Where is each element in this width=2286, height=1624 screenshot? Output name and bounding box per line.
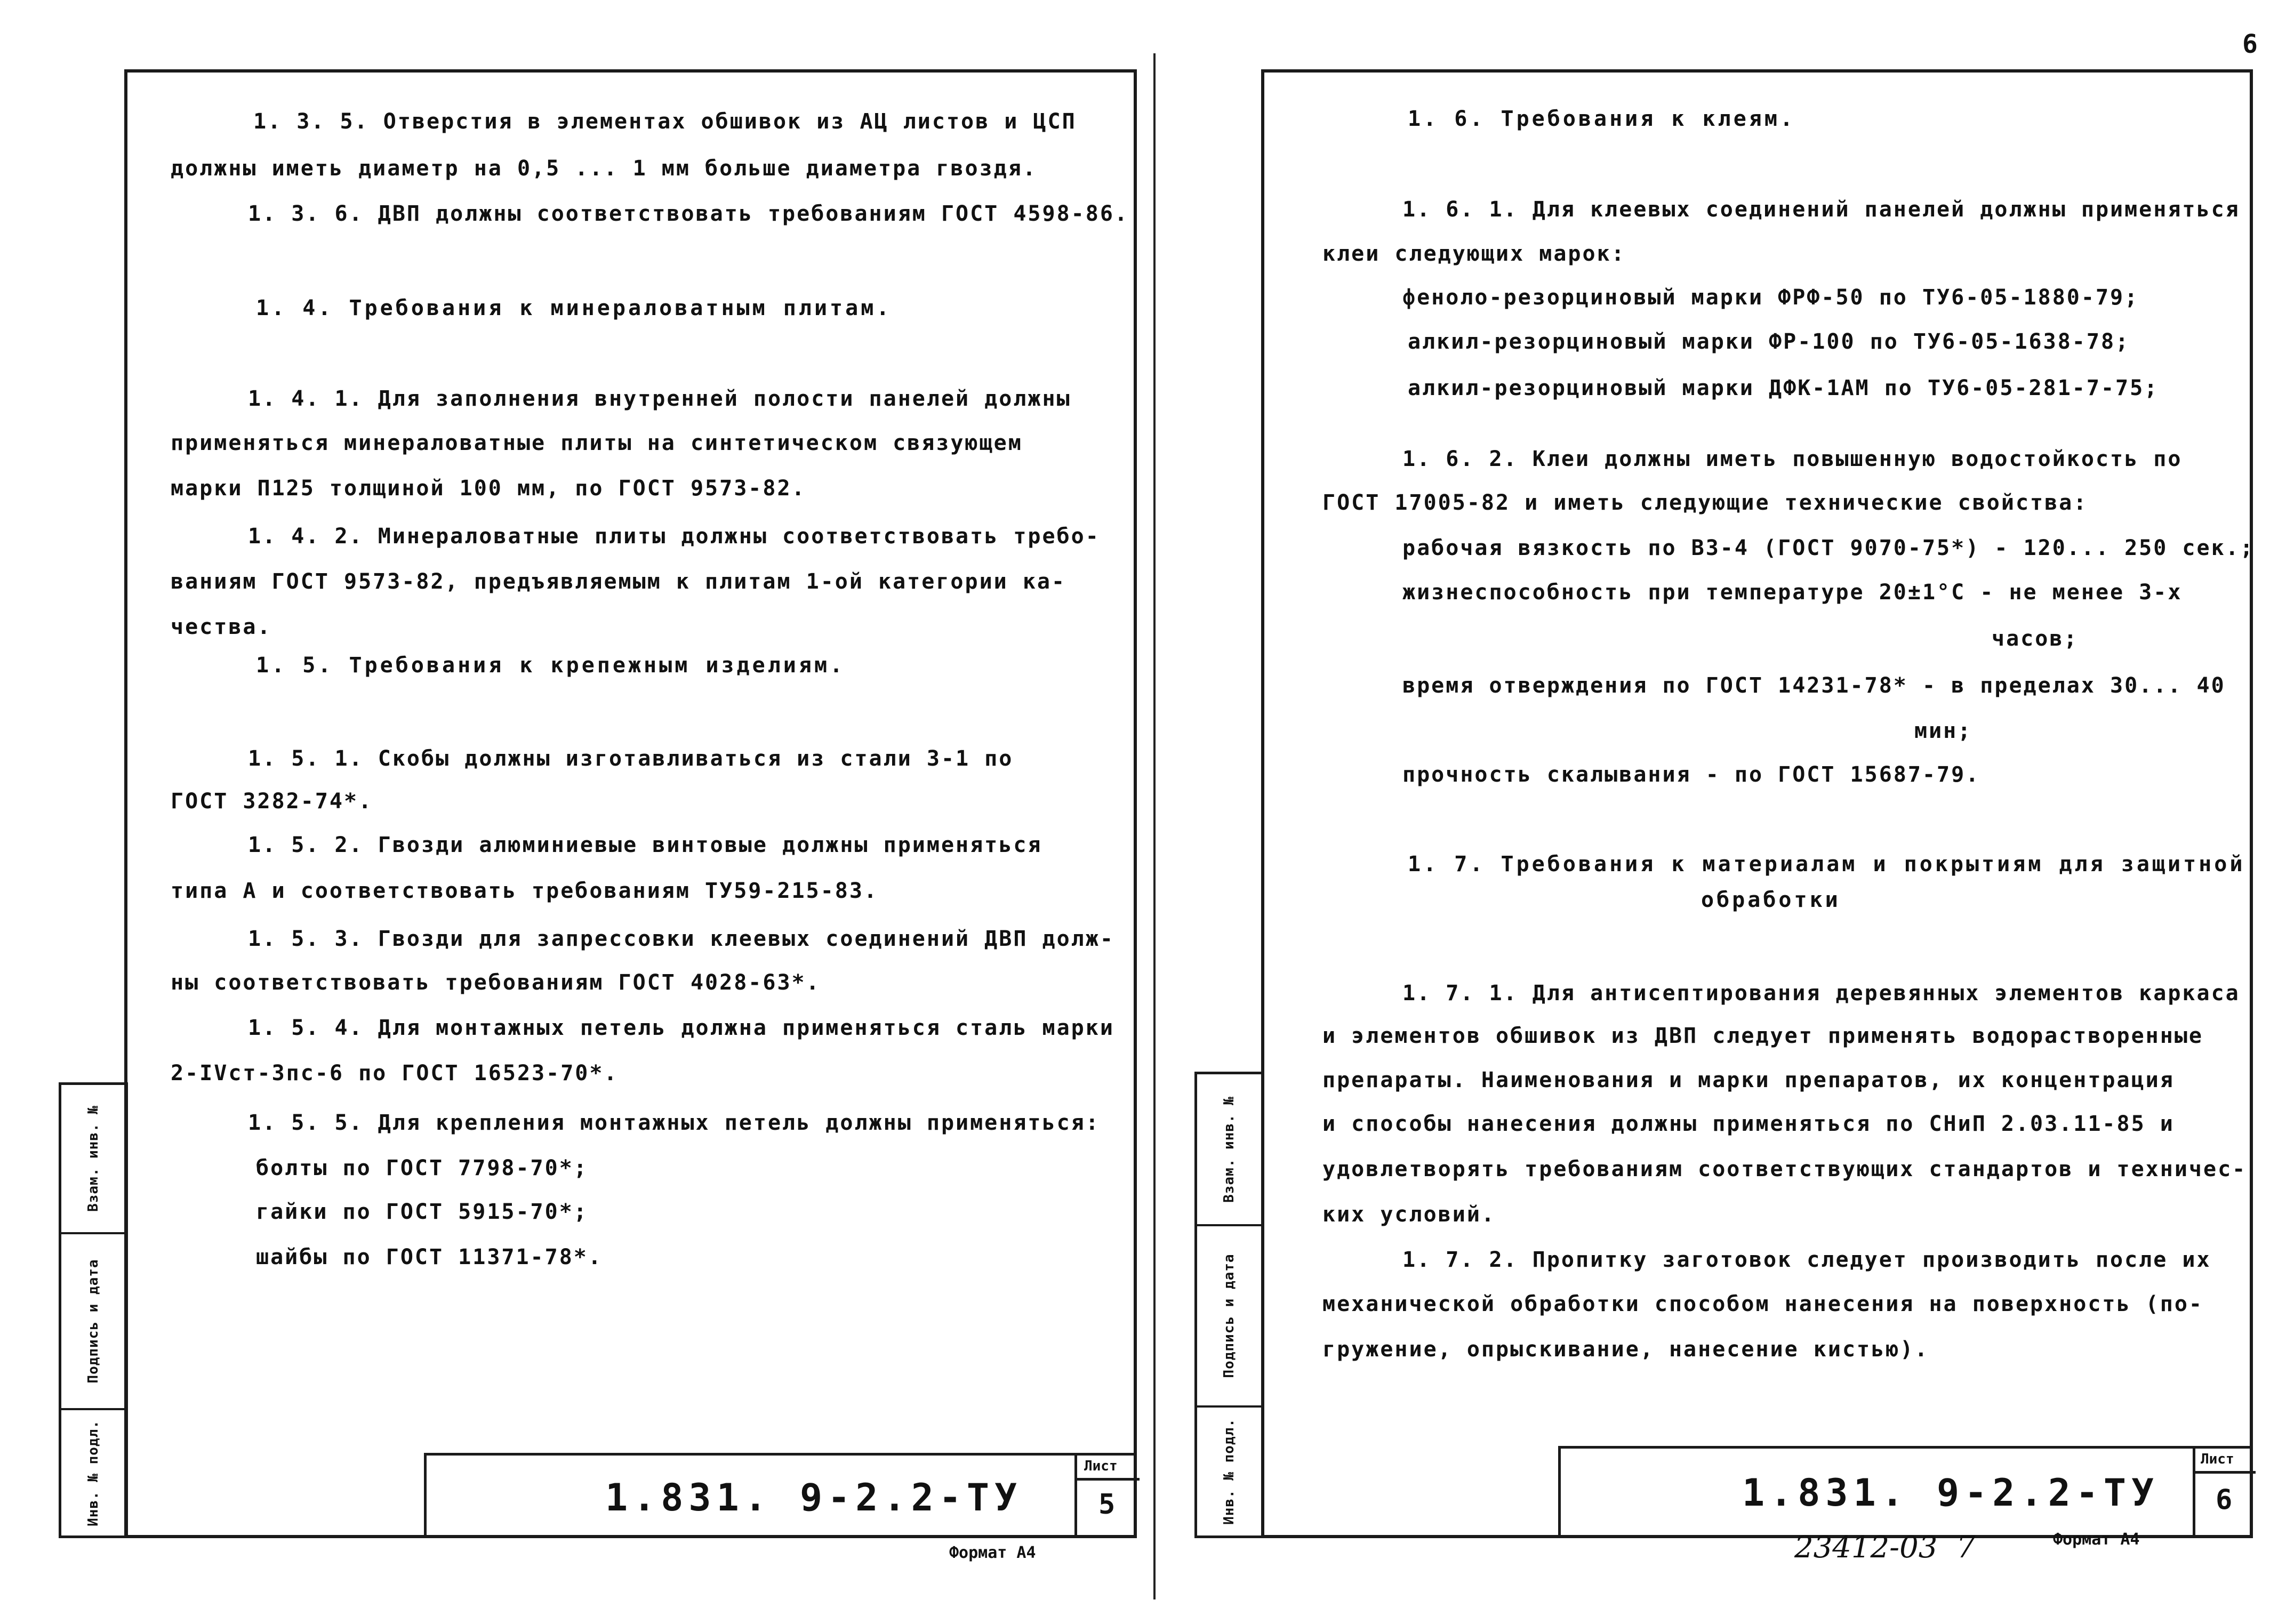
side-stamp-cell [61,1085,125,1234]
text-line: гружение, опрыскивание, нанесение кистью). [1322,1337,1929,1362]
title-block [424,1453,1137,1538]
format-label: Формат А4 [949,1543,1036,1562]
side-stamp-label: Инв. № подл. [85,1419,101,1526]
text-line: 1. 3. 5. Отверстия в элементах обшивок из АЦ листов и ЦСП [253,109,1077,134]
text-line: 1. 5. 4. Для монтажных петель должна применяться сталь марки [248,1016,1114,1040]
text-line: применяться минераловатные плиты на синтетическом связующем [171,431,1023,455]
side-stamp-cell [61,1234,125,1410]
corner-page-number: 6 [2242,29,2258,59]
text-line: алкил-резорциновый марки ФР-100 по ТУ6-05-1638-78; [1408,329,2130,354]
side-stamp-cell [1197,1408,1261,1535]
text-line: 1. 6. 1. Для клеевых соединений панелей должны применяться [1402,197,2240,222]
text-line: 1. 5. 2. Гвозди алюминиевые винтовые должны применяться [248,833,1042,857]
sheet-label: Лист [1084,1458,1118,1474]
sheet-number: 5 [1098,1489,1116,1521]
text-line: 1. 7. 1. Для антисептирования деревянных элементов каркаса [1402,981,2240,1006]
document-code: 1.831. 9-2.2-ТУ [1742,1471,2160,1515]
side-stamp-label: Взам. инв. № [85,1105,101,1212]
sheet-label: Лист [2201,1451,2234,1467]
title-block [1558,1446,2253,1538]
sheet-cell [2193,1449,2195,1535]
text-line: 1. 5. 3. Гвозди для запрессовки клеевых соединений ДВП долж- [248,927,1114,951]
text-line: болты по ГОСТ 7798-70*; [256,1156,588,1180]
text-line: прочность скалывания - по ГОСТ 15687-79. [1402,762,1980,787]
sheet-cell [1074,1456,1077,1535]
text-line: ГОСТ 17005-82 и иметь следующие технические свойства: [1322,491,2088,515]
text-line: и элементов обшивок из ДВП следует применять водорастворенные [1322,1024,2204,1048]
text-line: клеи следующих марок: [1322,242,1626,266]
text-line: 1. 5. 5. Для крепления монтажных петель должны применяться: [248,1111,1100,1135]
sheet-cell-divider [1077,1478,1140,1481]
text-line: ГОСТ 3282-74*. [171,789,373,814]
side-stamp-cell [1197,1074,1261,1226]
text-line: 2-IVст-3пс-6 по ГОСТ 16523-70*. [171,1061,619,1086]
side-stamp-cell [1197,1226,1261,1408]
text-line: алкил-резорциновый марки ДФК-1АМ по ТУ6-05-281-7-75; [1408,376,2159,400]
text-line: время отверждения по ГОСТ 14231-78* - в пределах 30... 40 [1402,673,2226,698]
side-stamp [1194,1072,1264,1538]
text-line: 1. 6. 2. Клеи должны иметь повышенную водостойкость по [1402,447,2183,471]
text-line: удовлетворять требованиям соответствующих стандартов и техничес- [1322,1157,2247,1181]
text-line: чества. [171,615,272,639]
text-line: 1. 7. 2. Пропитку заготовок следует производить после их [1402,1248,2211,1272]
fold-line [1153,53,1156,1599]
text-line: ваниям ГОСТ 9573-82, предъявляемым к плитам 1-ой категории ка- [171,569,1066,594]
section-heading: 1. 6. Требования к клеям. [1408,107,1796,131]
text-line: мин; [1914,719,1972,743]
text-line: 1. 3. 6. ДВП должны соответствовать требованиям ГОСТ 4598-86. [248,202,1129,226]
side-stamp-label: Инв. № подл. [1221,1418,1237,1525]
side-stamp-label: Взам. инв. № [1221,1096,1237,1203]
text-line: гайки по ГОСТ 5915-70*; [256,1200,588,1224]
text-line: 1. 4. 2. Минераловатные плиты должны соответствовать требо- [248,524,1100,549]
text-line: 1. 4. 1. Для заполнения внутренней полости панелей должны [248,387,1071,411]
text-line: и способы нанесения должны применяться по СНиП 2.03.11-85 и [1322,1112,2175,1136]
text-line: фенолo-резорциновый марки ФРФ-50 по ТУ6-05-1880-79; [1402,285,2139,310]
sheet-number: 6 [2216,1484,2233,1516]
section-heading: 1. 4. Требования к минераловатным плитам. [256,296,892,320]
document-code: 1.831. 9-2.2-ТУ [605,1476,1023,1520]
text-line: должны иметь диаметр на 0,5 ... 1 мм больше диаметра гвоздя. [171,156,1037,181]
text-line: препараты. Наименования и марки препаратов, их концентрация [1322,1068,2175,1092]
format-label: Формат А4 [2053,1530,2140,1549]
side-stamp-label: Подпись и дата [85,1259,101,1384]
text-line: шайбы по ГОСТ 11371-78*. [256,1245,603,1269]
side-stamp [59,1082,128,1538]
text-line: марки П125 толщиной 100 мм, по ГОСТ 9573-82. [171,476,806,501]
text-line: механической обработки способом нанесения на поверхность (по- [1322,1292,2204,1316]
text-line: жизнеспособность при температуре 20±1°С - не менее 3-х [1402,580,2183,605]
section-heading: обработки [1701,888,1841,912]
text-line: 1. 5. 1. Скобы должны изготавливаться из стали 3-1 по [248,746,1014,771]
sheet-cell-divider [2195,1471,2256,1474]
side-stamp-cell [61,1410,125,1535]
text-line: рабочая вязкость по ВЗ-4 (ГОСТ 9070-75*) - 120... 250 сек.; [1402,536,2255,560]
handwritten-number: 23412-03 7 [1794,1530,1976,1565]
text-line: типа А и соответствовать требованиям ТУ59-215-83. [171,879,879,903]
side-stamp-label: Подпись и дата [1221,1253,1237,1378]
text-line: ких условий. [1322,1202,1496,1227]
text-line: ны соответствовать требованиям ГОСТ 4028-63*. [171,970,821,995]
text-line: часов; [1992,626,2079,651]
section-heading: 1. 5. Требования к крепежным изделиям. [256,653,846,678]
section-heading: 1. 7. Требования к материалам и покрытиям для защитной [1408,852,2245,877]
